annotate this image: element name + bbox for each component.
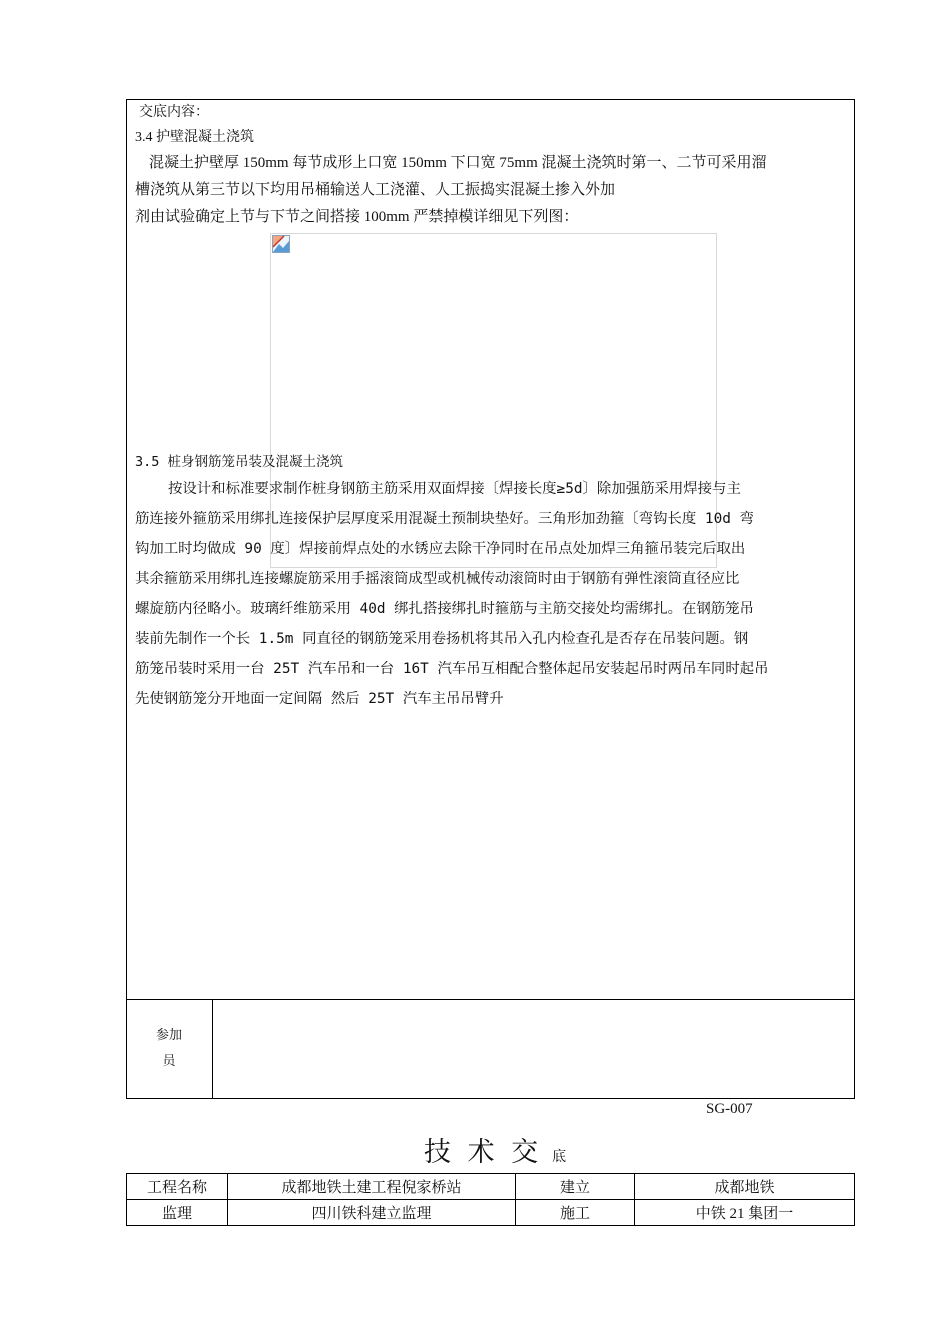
- participants-value: [214, 1002, 852, 1096]
- document-title: [424, 1130, 566, 1169]
- project-name-value: 成都地铁土建工程倪家桥站: [281, 1180, 462, 1196]
- project-name-label: 工程名称: [146, 1180, 207, 1196]
- section-35-line: 其余箍筋采用绑扎连接螺旋筋采用手摇滚筒成型或机械传动滚筒时由于钢筋有弹性滚筒直径应比: [135, 571, 740, 587]
- document-title-main: 技 术 交: [424, 1137, 543, 1168]
- content-header-label: 交底内容：: [139, 105, 209, 120]
- participants-label: [126, 1000, 212, 1098]
- section-35-line: 装前先制作一个长 1.5m 同直径的钢筋笼采用卷扬机将其吊入孔内检查孔是否存在吊装问题。钢: [135, 631, 749, 647]
- contractor-label: 施工: [559, 1206, 590, 1222]
- section-35-line: 筋连接外箍筋采用绑扎连接保护层厚度采用混凝土预制块垫好。三角形加劲箍〔弯钩长度 10d 弯: [135, 511, 754, 527]
- supervisor-label: 监理: [161, 1206, 192, 1222]
- section-34-line: 剂由试验确定上节与下节之间搭接 100mm 严禁掉模详细见下列图：: [135, 209, 579, 225]
- participants-label-line1: 参加: [155, 1028, 182, 1043]
- document-code: SG-007: [706, 1101, 753, 1117]
- section-34-line: 混凝土护壁厚 150mm 每节成形上口宽 150mm 下口宽 75mm 混凝土浇筑时第一、二节可采用溜: [149, 155, 767, 171]
- builder-label: 建立: [559, 1180, 590, 1196]
- section-35-line: 钩加工时均做成 90 度〕焊接前焊点处的水锈应去除干净同时在吊点处加焊三角箍吊装完后取出: [135, 541, 746, 557]
- section-34-line: 槽浇筑从第三节以下均用吊桶输送人工浇灌、人工振捣实混凝土掺入外加: [135, 182, 616, 198]
- document-title-small: 底: [552, 1150, 567, 1165]
- participants-divider: [126, 999, 855, 1000]
- builder-value: 成都地铁: [714, 1180, 775, 1196]
- section-34-title: 3.4 护壁混凝土浇筑: [135, 130, 254, 145]
- section-35-line: 筋笼吊装时采用一台 25T 汽车吊和一台 16T 汽车吊互相配合整体起吊安装起吊时两吊车同时起吊: [135, 661, 769, 677]
- info-table: [126, 1173, 855, 1226]
- section-35-line: 按设计和标准要求制作桩身钢筋主筋采用双面焊接〔焊接长度≥5d〕除加强筋采用焊接与主: [168, 481, 741, 497]
- section-35-line: 先使钢筋笼分开地面一定间隔 然后 25T 汽车主吊吊臂升: [135, 691, 504, 707]
- contractor-value: 中铁 21 集团一: [695, 1206, 794, 1222]
- section-34-body: [135, 150, 847, 231]
- section-35-title: 3.5 桩身钢筋笼吊装及混凝土浇筑: [135, 454, 344, 470]
- broken-image-icon: [272, 235, 290, 253]
- supervisor-value: 四川铁科建立监理: [311, 1206, 432, 1222]
- participants-column-divider: [212, 999, 213, 1099]
- section-35-body: [135, 474, 847, 714]
- participants-label-line2: 员: [162, 1054, 176, 1069]
- section-35-line: 螺旋筋内径略小。玻璃纤维筋采用 40d 绑扎搭接绑扎时箍筋与主筋交接处均需绑扎。在钢筋笼吊: [135, 601, 754, 617]
